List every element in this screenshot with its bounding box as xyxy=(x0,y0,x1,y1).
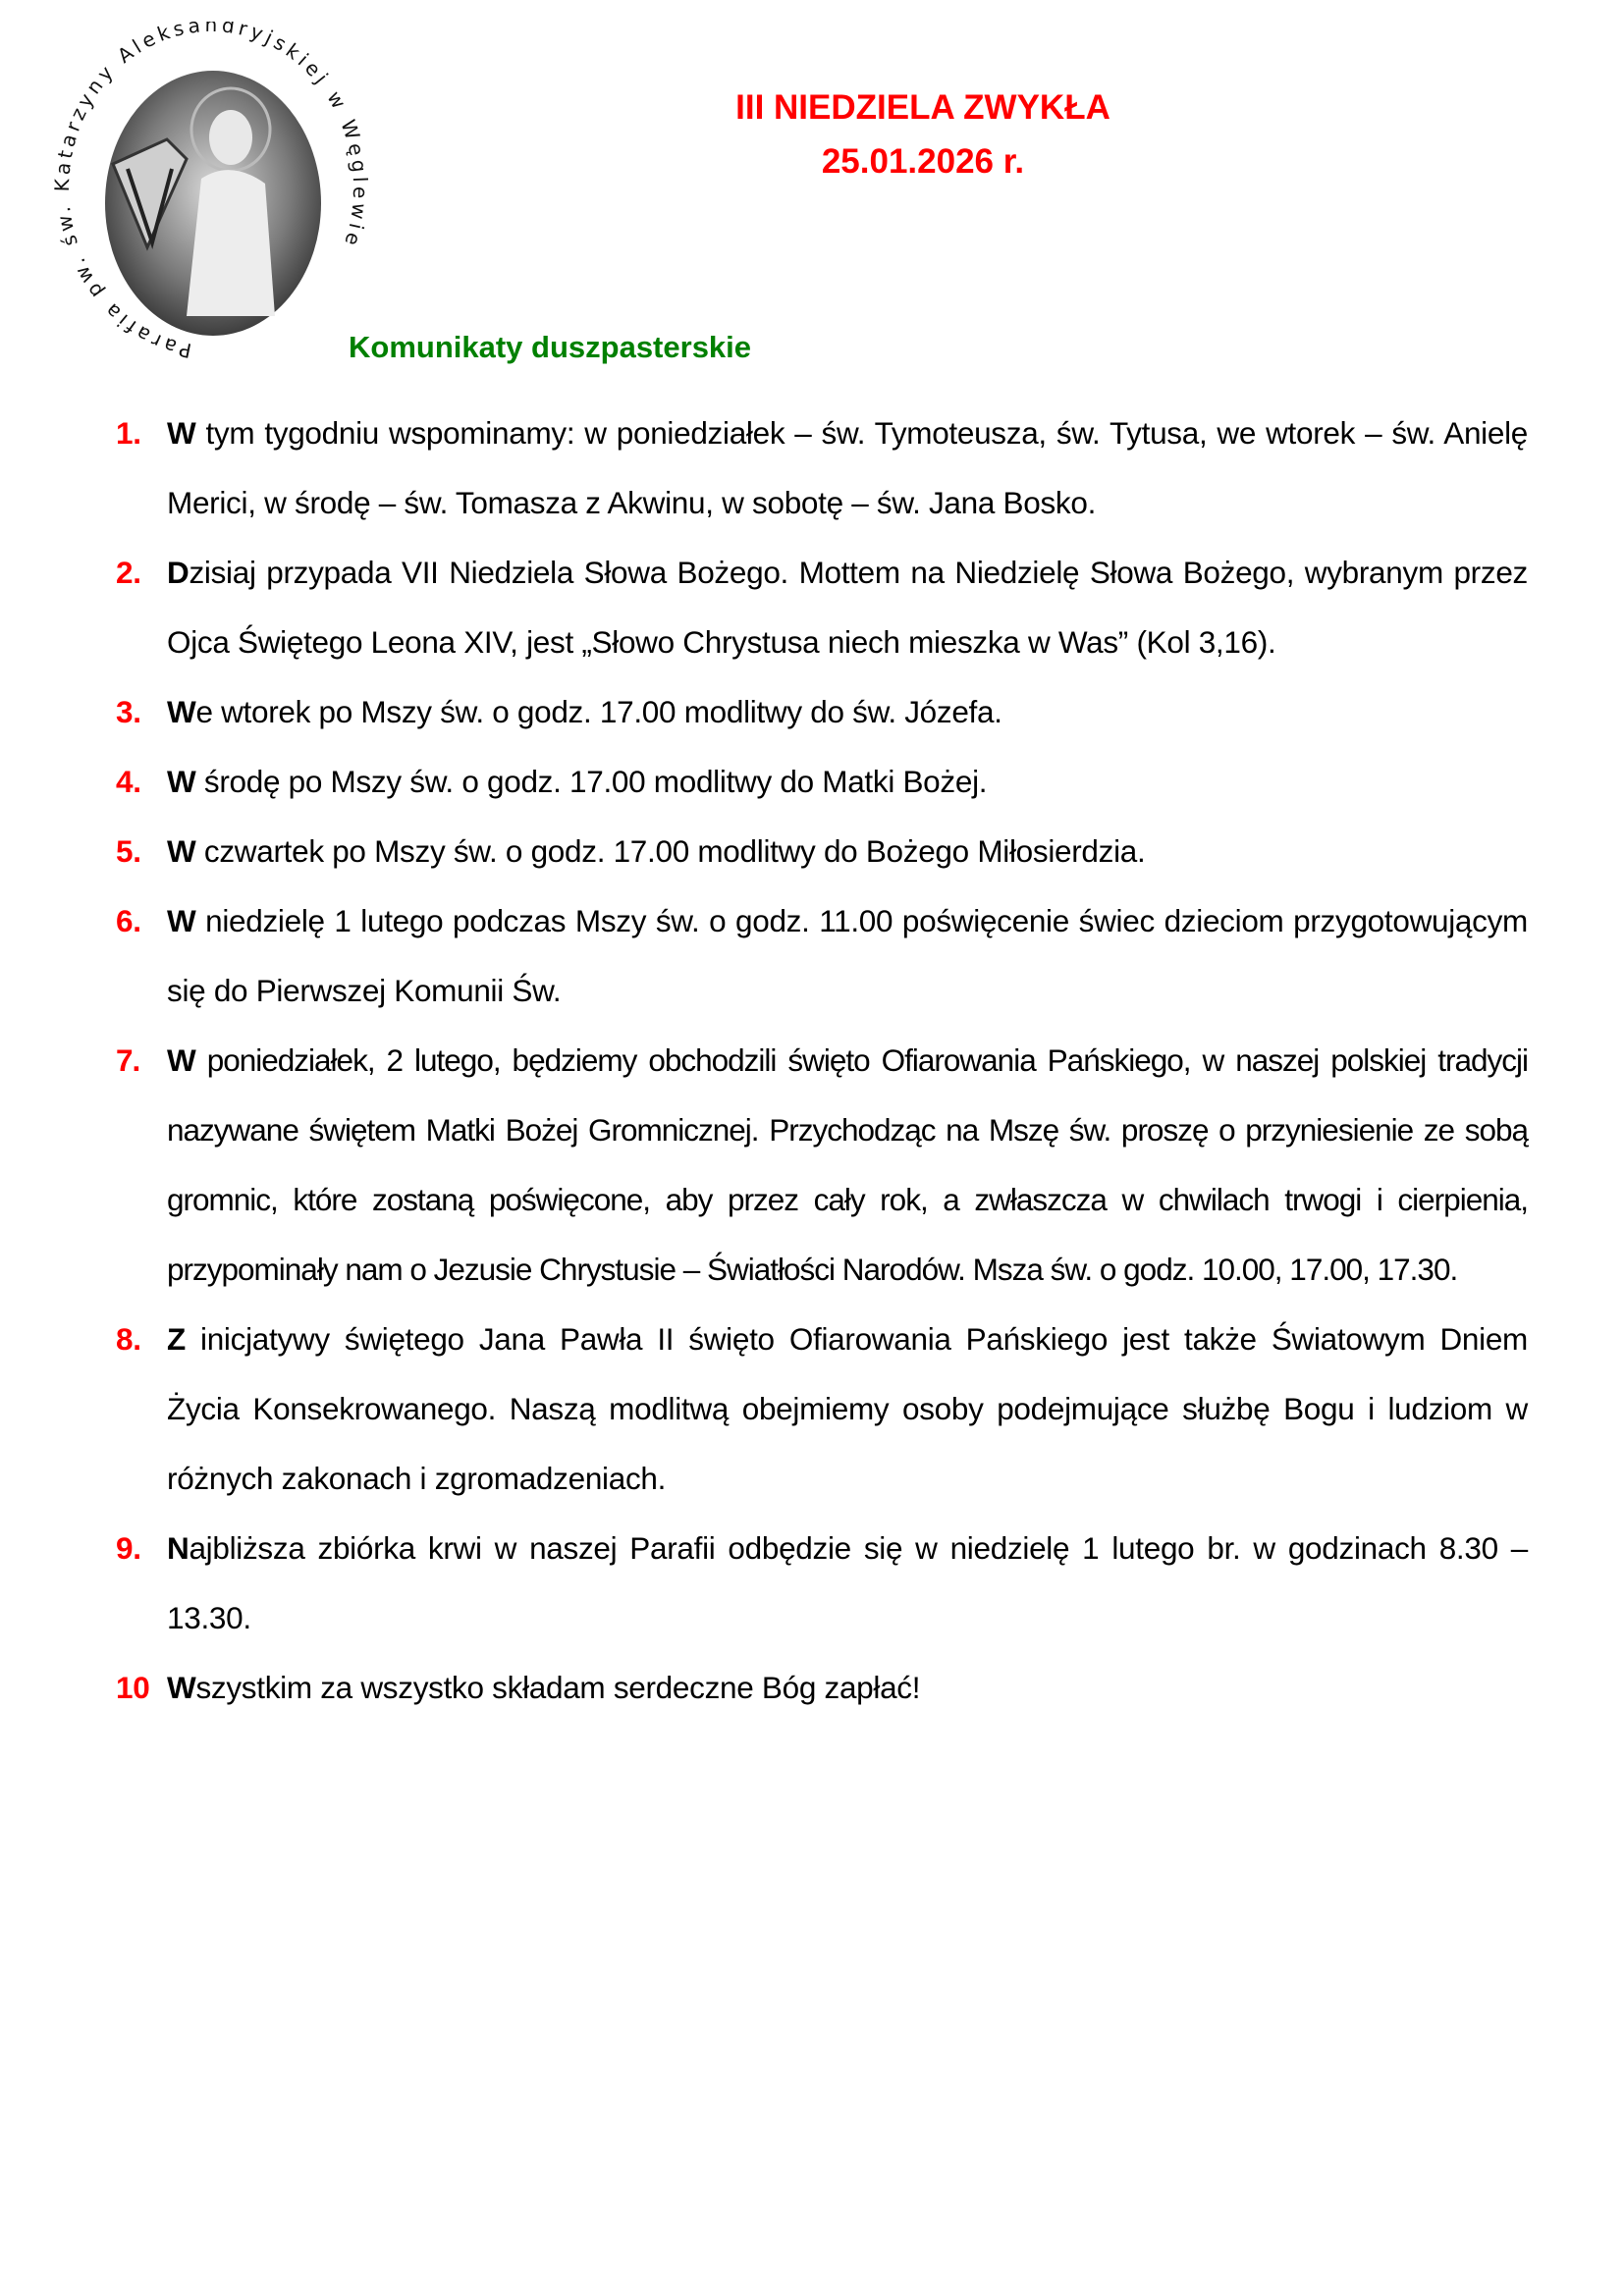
item-number: 7. xyxy=(116,1042,140,1078)
announcement-item xyxy=(116,747,1528,817)
item-number: 4. xyxy=(116,764,141,799)
announcement-item xyxy=(116,1514,1528,1653)
announcement-item xyxy=(116,1305,1528,1514)
item-lead-letter: W xyxy=(167,833,196,869)
item-number: 5. xyxy=(116,833,141,869)
item-text: szystkim za wszystko składam serdeczne Bóg zapłać! xyxy=(195,1670,921,1705)
announcement-item xyxy=(116,538,1528,677)
item-number: 10 xyxy=(116,1670,150,1705)
item-lead-letter: W xyxy=(167,694,196,729)
item-lead-letter: D xyxy=(167,555,189,590)
item-text: czwartek po Mszy św. o godz. 17.00 modlitwy do Bożego Miłosierdzia. xyxy=(195,833,1146,869)
item-text: ajbliższa zbiórka krwi w naszej Parafii odbędzie się w niedzielę 1 lutego br. w godzinach 8.30 – 13.30. xyxy=(167,1530,1528,1635)
page-date: 25.01.2026 r. xyxy=(821,142,1025,181)
item-text: e wtorek po Mszy św. o godz. 17.00 modlitwy do św. Józefa. xyxy=(195,694,1002,729)
announcement-item xyxy=(116,677,1528,747)
item-number: 6. xyxy=(116,903,141,938)
announcement-item xyxy=(116,399,1528,538)
item-text: niedzielę 1 lutego podczas Mszy św. o godz. 11.00 poświęcenie świec dzieciom przygotowującym się do Pierwszej Komunii Św. xyxy=(167,903,1528,1008)
item-lead-letter: W xyxy=(167,415,196,451)
announcement-item xyxy=(116,886,1528,1026)
announcement-item xyxy=(116,817,1528,886)
announcements-list xyxy=(116,399,1528,1723)
item-text: środę po Mszy św. o godz. 17.00 modlitwy do Matki Bożej. xyxy=(195,764,988,799)
section-heading: Komunikaty duszpasterskie xyxy=(349,330,752,364)
item-number: 8. xyxy=(116,1321,141,1357)
item-text: zisiaj przypada VII Niedziela Słowa Bożego. Mottem na Niedzielę Słowa Bożego, wybranym przez Ojca Świętego Leona XIV, jest „Słowo Chrystusa niech mieszka w Was” (Kol 3,16). xyxy=(167,555,1528,660)
item-lead-letter: W xyxy=(167,764,196,799)
item-lead-letter: Z xyxy=(167,1321,186,1357)
item-lead-letter: W xyxy=(167,1042,195,1078)
page-header xyxy=(628,80,1218,188)
item-number: 2. xyxy=(116,555,141,590)
item-text: tym tygodniu wspominamy: w poniedziałek – św. Tymoteusza, św. Tytusa, we wtorek – św. Anielę Merici, w środę – św. Tomasza z Akwinu, w sobotę – św. Jana Bosko. xyxy=(167,415,1528,520)
announcement-item xyxy=(116,1653,1528,1723)
announcement-item xyxy=(116,1026,1528,1305)
item-lead-letter: W xyxy=(167,903,196,938)
saint-catherine-emblem-icon xyxy=(54,22,368,365)
page-title: III NIEDZIELA ZWYKŁA xyxy=(735,88,1110,127)
parish-logo xyxy=(54,22,368,365)
item-number: 1. xyxy=(116,415,141,451)
item-number: 9. xyxy=(116,1530,141,1566)
item-lead-letter: N xyxy=(167,1530,189,1566)
item-number: 3. xyxy=(116,694,141,729)
item-lead-letter: W xyxy=(167,1670,196,1705)
logo-ring-text: Parafia pw. św tarzyny Aleksandryjskiej w Wę ie xyxy=(54,22,368,363)
item-text: poniedziałek, 2 lutego, będziemy obchodzili święto Ofiarowania Pańskiego, w naszej polskiej tradycji nazywane świętem Matki Bożej Gromnicznej. Przychodząc na Mszę św. proszę o przyniesienie ze sobą gromnic, które zostaną poświęcone, aby przez cały rok, a zwłaszcza w chwilach trwogi i cierpienia, przypominały nam o Jezusie Chrystusie – Światłości Narodów. Msza św. o godz. 10.00, 17.00, 17.30. xyxy=(167,1042,1528,1287)
item-text: inicjatywy świętego Jana Pawła II święto Ofiarowania Pańskiego jest także Światowym Dniem Życia Konsekrowanego. Naszą modlitwą obejmiemy osoby podejmujące służbę Bogu i ludziom w różnych zakonach i zgromadzeniach. xyxy=(167,1321,1528,1496)
